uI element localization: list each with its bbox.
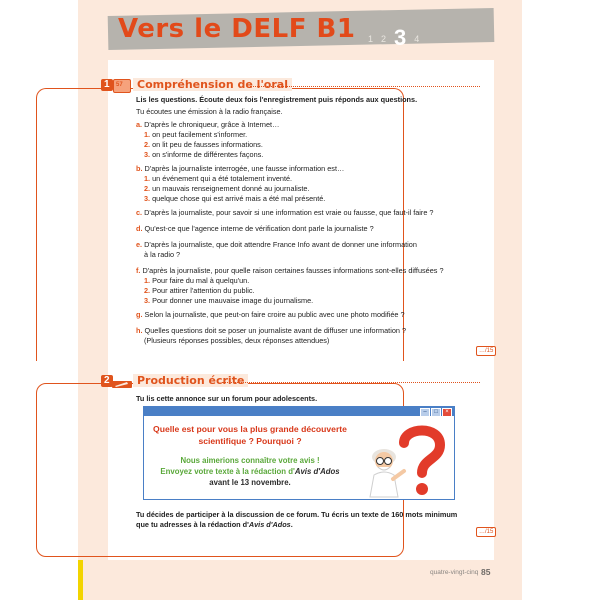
scientist-question-illustration xyxy=(360,421,450,499)
question-a: a. D'après le chroniqueur, grâce à Internet… xyxy=(136,120,280,129)
question-b: b. D'après la journaliste interrogée, une fausse information est… xyxy=(136,164,345,173)
section1-title: Compréhension de l'oral xyxy=(133,78,292,91)
step-1: 1 xyxy=(368,34,382,44)
question-h: h. Quelles questions doit se poser un journaliste avant de diffuser une information ? xyxy=(136,326,407,335)
maximize-icon: □ xyxy=(431,408,441,417)
question-f: f. D'après la journaliste, pour quelle raison certaines fausses informations sont-elles diffusées ? xyxy=(136,266,444,275)
question-h-cont: (Plusieurs réponses possibles, deux réponses attendues) xyxy=(144,336,330,345)
section2-title: Production écrite xyxy=(133,374,248,387)
pencil-icon xyxy=(112,376,132,386)
forum-question: Quelle est pour vous la plus grande découverte scientifique ? Pourquoi ? xyxy=(153,424,347,446)
page-title: Vers le DELF B1 xyxy=(118,14,356,44)
page-spine-marker xyxy=(78,560,83,600)
section1-intro: Tu écoutes une émission à la radio française. xyxy=(136,107,283,116)
step-4: 4 xyxy=(414,34,428,44)
question-e: e. D'après la journaliste, que doit attendre France Info avant de donner une information xyxy=(136,240,417,249)
section2-task-line1: Tu décides de participer à la discussion de ce forum. Tu écris un texte de 160 mots minimum xyxy=(136,510,458,519)
step-current: 3 xyxy=(394,25,407,50)
forum-invite: Nous aimerions connaître votre avis ! Envoyez votre texte à la rédaction d'Avis d'Ados avant le 13 novembre. xyxy=(160,456,340,487)
question-c: c. D'après la journaliste, pour savoir si une information est vraie ou fausse, que faut-il faire ? xyxy=(136,208,434,217)
question-b-option-2: 2. un mauvais renseignement donné au journaliste. xyxy=(144,184,310,193)
forum-post-window xyxy=(143,406,455,500)
question-b-option-3: 3. quelque chose qui est arrivé mais a été mal présenté. xyxy=(144,194,326,203)
section2-task-line2: que tu adresses à la rédaction d'Avis d'Ados. xyxy=(136,520,293,529)
section1-score: …/15 xyxy=(476,346,496,356)
section1-number: 1 xyxy=(101,79,113,91)
question-f-option-3: 3. Pour donner une mauvaise image du journalisme. xyxy=(144,296,314,305)
question-d: d. Qu'est-ce que l'agence interne de vérification dont parle la journaliste ? xyxy=(136,224,374,233)
step-2: 2 xyxy=(381,34,395,44)
question-e-cont: à la radio ? xyxy=(144,250,181,259)
close-icon: × xyxy=(442,408,452,417)
minimize-icon: – xyxy=(420,408,430,417)
question-a-option-1: 1. on peut facilement s'informer. xyxy=(144,130,248,139)
window-controls xyxy=(420,408,452,415)
question-a-option-2: 2. on lit peu de fausses informations. xyxy=(144,140,263,149)
question-g: g. Selon la journaliste, que peut-on faire croire au public avec une photo modifiée ? xyxy=(136,310,405,319)
section2-title-rule xyxy=(222,382,480,383)
page-number-words: quatre-vingt-cinq xyxy=(430,569,479,576)
section1-instruction: Lis les questions. Écoute deux fois l'enregistrement puis réponds aux questions. xyxy=(136,95,418,104)
section2-instruction: Tu lis cette annonce sur un forum pour adolescents. xyxy=(136,394,318,403)
audio-track-number: 57 xyxy=(116,82,123,88)
question-b-option-1: 1. un événement qui a été totalement inventé. xyxy=(144,174,293,183)
section1-title-rule xyxy=(250,86,480,87)
audio-track-icon xyxy=(113,79,131,93)
section2-score: …/15 xyxy=(476,527,496,537)
question-a-option-3: 3. on s'informe de différentes façons. xyxy=(144,150,264,159)
page-number: 85 xyxy=(481,567,491,577)
forum-window-titlebar xyxy=(144,407,454,416)
question-f-option-1: 1. Pour faire du mal à quelqu'un. xyxy=(144,276,250,285)
progress-steps xyxy=(368,22,427,48)
question-f-option-2: 2. Pour attirer l'attention du public. xyxy=(144,286,255,295)
section2-number: 2 xyxy=(101,375,113,387)
